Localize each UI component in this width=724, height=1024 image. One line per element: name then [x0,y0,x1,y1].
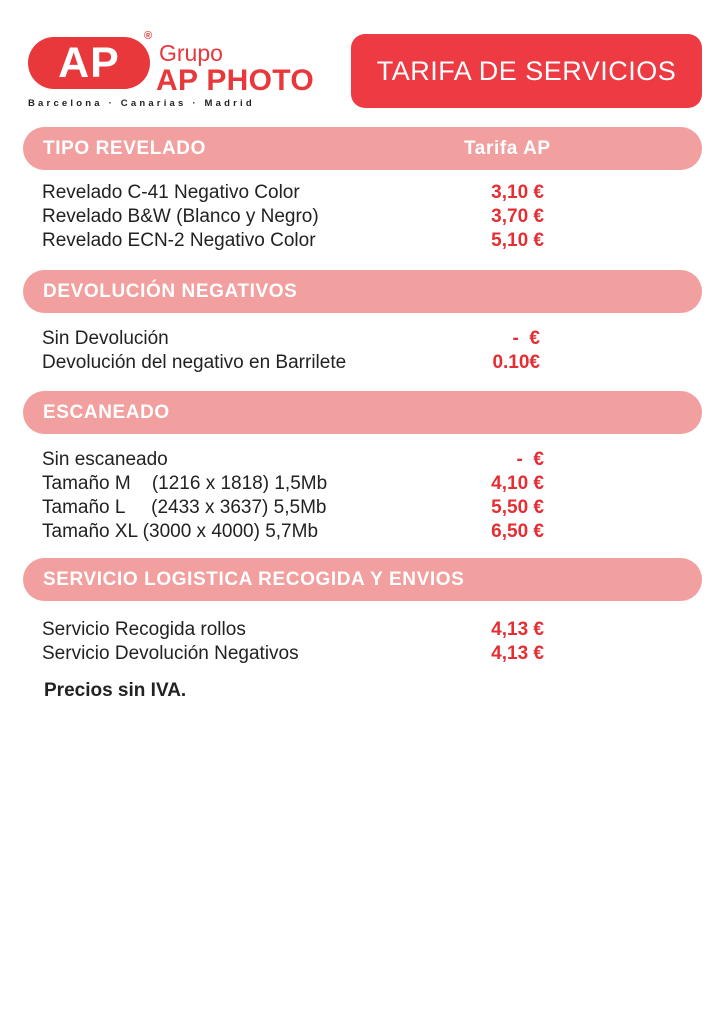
service-label: Sin escaneado [42,449,168,470]
price-row [42,327,562,351]
service-label: Tamaño L (2433 x 3637) 5,5Mb [42,497,327,518]
service-price: - € [516,449,544,470]
brand-logo [26,32,336,112]
section-header-escaneado [23,391,702,434]
price-row [42,642,562,666]
logo-grupo-text: Grupo [159,40,223,66]
price-list-logistica [42,618,562,666]
price-row [42,496,562,520]
service-label: Revelado B&W (Blanco y Negro) [42,206,319,227]
price-row [42,520,562,544]
logo-cities: Barcelona · Canarias · Madrid [28,98,255,109]
service-label: Tamaño M (1216 x 1818) 1,5Mb [42,473,328,494]
service-label: Revelado C-41 Negativo Color [42,182,300,203]
section-header-tipo-revelado [23,127,702,170]
section-title: ESCANEADO [43,402,170,423]
logo-company-name: AP PHOTO [156,64,314,97]
service-label: Sin Devolución [42,328,169,349]
column-header-tarifa: Tarifa AP [464,138,551,159]
section-header-devolucion-negativos [23,270,702,313]
price-row [42,181,562,205]
registered-mark: ® [144,30,153,42]
service-label: Tamaño XL (3000 x 4000) 5,7Mb [42,521,319,542]
service-price: 0.10€ [492,352,540,373]
service-price: 5,10 € [491,230,544,251]
section-title: DEVOLUCIÓN NEGATIVOS [43,281,298,302]
section-header-logistica [23,558,702,601]
price-row [42,448,562,472]
section-title: TIPO REVELADO [43,138,206,159]
service-label: Devolución del negativo en Barrilete [42,352,347,373]
service-price: 3,10 € [491,182,544,203]
page-title-badge: TARIFA DE SERVICIOS [351,34,702,108]
service-price: - € [512,328,540,349]
service-label: Servicio Recogida rollos [42,619,246,640]
service-price: 4,10 € [491,473,544,494]
service-price: 6,50 € [491,521,544,542]
logo-ap-oval: AP [28,37,150,89]
service-label: Revelado ECN-2 Negativo Color [42,230,316,251]
price-row [42,472,562,496]
price-row [42,618,562,642]
service-price: 4,13 € [491,643,544,664]
price-row [42,205,562,229]
price-list-escaneado [42,448,562,544]
service-price: 5,50 € [491,497,544,518]
price-row [42,229,562,253]
price-list-revelado [42,181,562,253]
section-title: SERVICIO LOGISTICA RECOGIDA Y ENVIOS [43,569,465,590]
service-label: Servicio Devolución Negativos [42,643,299,664]
service-price: 3,70 € [491,206,544,227]
price-row [42,351,562,375]
price-list-devolucion [42,327,562,375]
vat-footnote: Precios sin IVA. [44,680,187,701]
service-price: 4,13 € [491,619,544,640]
